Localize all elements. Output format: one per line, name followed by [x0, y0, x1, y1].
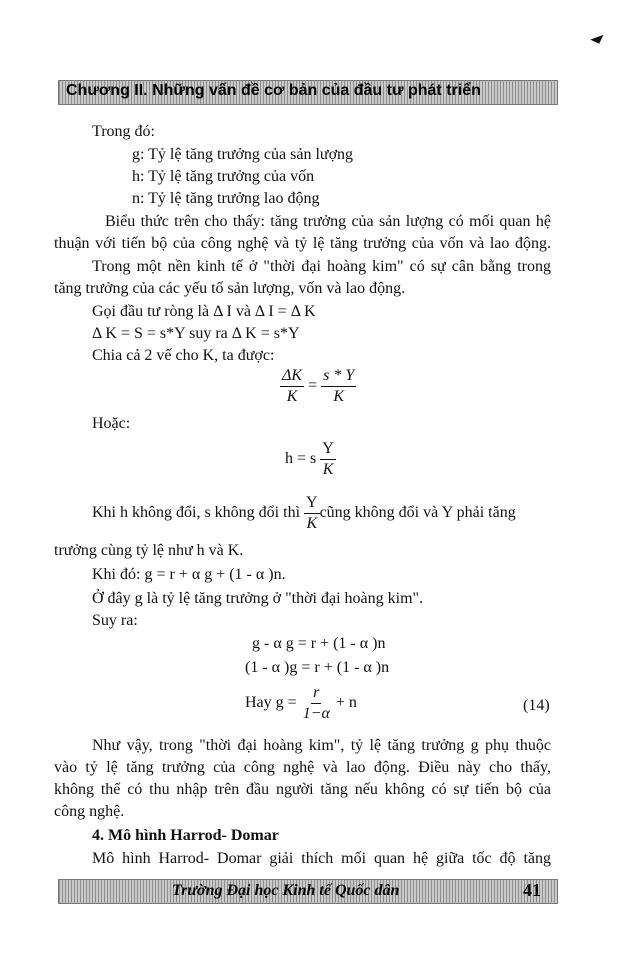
text-fragment: + n: [335, 694, 357, 712]
where-label: Trong đó:: [92, 123, 155, 140]
then-equation: Khi đó: g = r + α g + (1 - α )n.: [92, 566, 286, 583]
text-fragment: cũng không đổi và Y phải tăng: [319, 504, 516, 522]
paragraph-line: không thể có thu nhập trên đầu người tăng nếu không có sự tiến bộ của: [54, 781, 551, 798]
equals-sign: =: [308, 377, 318, 395]
paragraph-line: Mô hình Harrod- Domar giải thích mối quan hệ giữa tốc độ tăng: [92, 850, 551, 867]
paragraph-line: Biểu thức trên cho thấy: tăng trưởng của sản lượng có mối quan hệ: [105, 213, 551, 230]
corner-mark-icon: [590, 35, 606, 46]
footer-institution: Trường Đại học Kinh tế Quốc dân: [172, 882, 400, 899]
here-line: Ở đây g là tỷ lệ tăng trưởng ở "thời đại hoàng kim".: [92, 590, 424, 607]
formula-h-lhs: h = s: [285, 450, 317, 468]
formula-delta-k-over-k: [280, 367, 356, 406]
or-label: Hoặc:: [92, 415, 131, 432]
paragraph-line-with-fraction: [92, 494, 516, 533]
fraction-numerator: r: [311, 684, 321, 704]
fraction-denominator: K: [333, 388, 344, 405]
page-number: 41: [523, 880, 541, 900]
fraction-denominator: 1−α: [302, 705, 330, 722]
text-fragment: Hay g =: [245, 694, 297, 712]
paragraph-line: công nghệ.: [54, 803, 125, 820]
infer-label: Suy ra:: [92, 612, 138, 629]
equation-a: g - α g = r + (1 - α )n: [252, 635, 386, 652]
paragraph-line: vào tỷ lệ tăng trưởng của công nghệ và lao động. Điều này cho thấy,: [54, 759, 551, 776]
equation-b: (1 - α )g = r + (1 - α )n: [245, 659, 390, 676]
definition-g: g: Tỷ lệ tăng trưởng của sản lượng: [132, 146, 354, 163]
fraction-denominator: K: [322, 461, 334, 478]
equation-14: [245, 684, 357, 723]
net-investment-line: Gọi đầu tư ròng là Δ I và Δ I = Δ K: [92, 303, 316, 320]
fraction-denominator: K: [306, 515, 318, 532]
paragraph-line: trưởng cùng tỷ lệ như h và K.: [54, 542, 244, 559]
chapter-header-title: Chương II. Những vấn đề cơ bản của đầu tư phát triển: [66, 82, 481, 99]
paragraph-line: Trong một nền kinh tế ở "thời đại hoàng kim" có sự cân bằng trong: [92, 258, 551, 275]
equation-number: (14): [523, 697, 550, 714]
fraction-numerator: ΔK: [280, 367, 304, 387]
fraction-denominator: K: [286, 388, 298, 405]
paragraph-line: thuận với tiến bộ của công nghệ và tỷ lệ tăng trưởng của vốn và lao động.: [54, 235, 551, 252]
divide-line: Chia cả 2 vế cho K, ta được:: [92, 347, 275, 364]
delta-k-equation: Δ K = S = s*Y suy ra Δ K = s*Y: [92, 325, 300, 342]
fraction-numerator: Y: [304, 494, 320, 514]
formula-h: [285, 440, 336, 479]
definition-h: h: Tỷ lệ tăng trưởng của vốn: [132, 168, 315, 185]
text-fragment: Khi h không đổi, s không đổi thì: [92, 504, 301, 522]
fraction-numerator: s * Y: [321, 367, 356, 387]
definition-n: n: Tỷ lệ tăng trưởng lao động: [132, 190, 320, 207]
paragraph-line: Như vậy, trong "thời đại hoàng kim", tỷ lệ tăng trưởng g phụ thuộc: [92, 737, 551, 754]
section-heading: 4. Mô hình Harrod- Domar: [92, 827, 279, 844]
fraction-numerator: Y: [320, 440, 336, 460]
paragraph-line: tăng trưởng của các yếu tố sản lượng, vốn và lao động.: [54, 280, 406, 297]
